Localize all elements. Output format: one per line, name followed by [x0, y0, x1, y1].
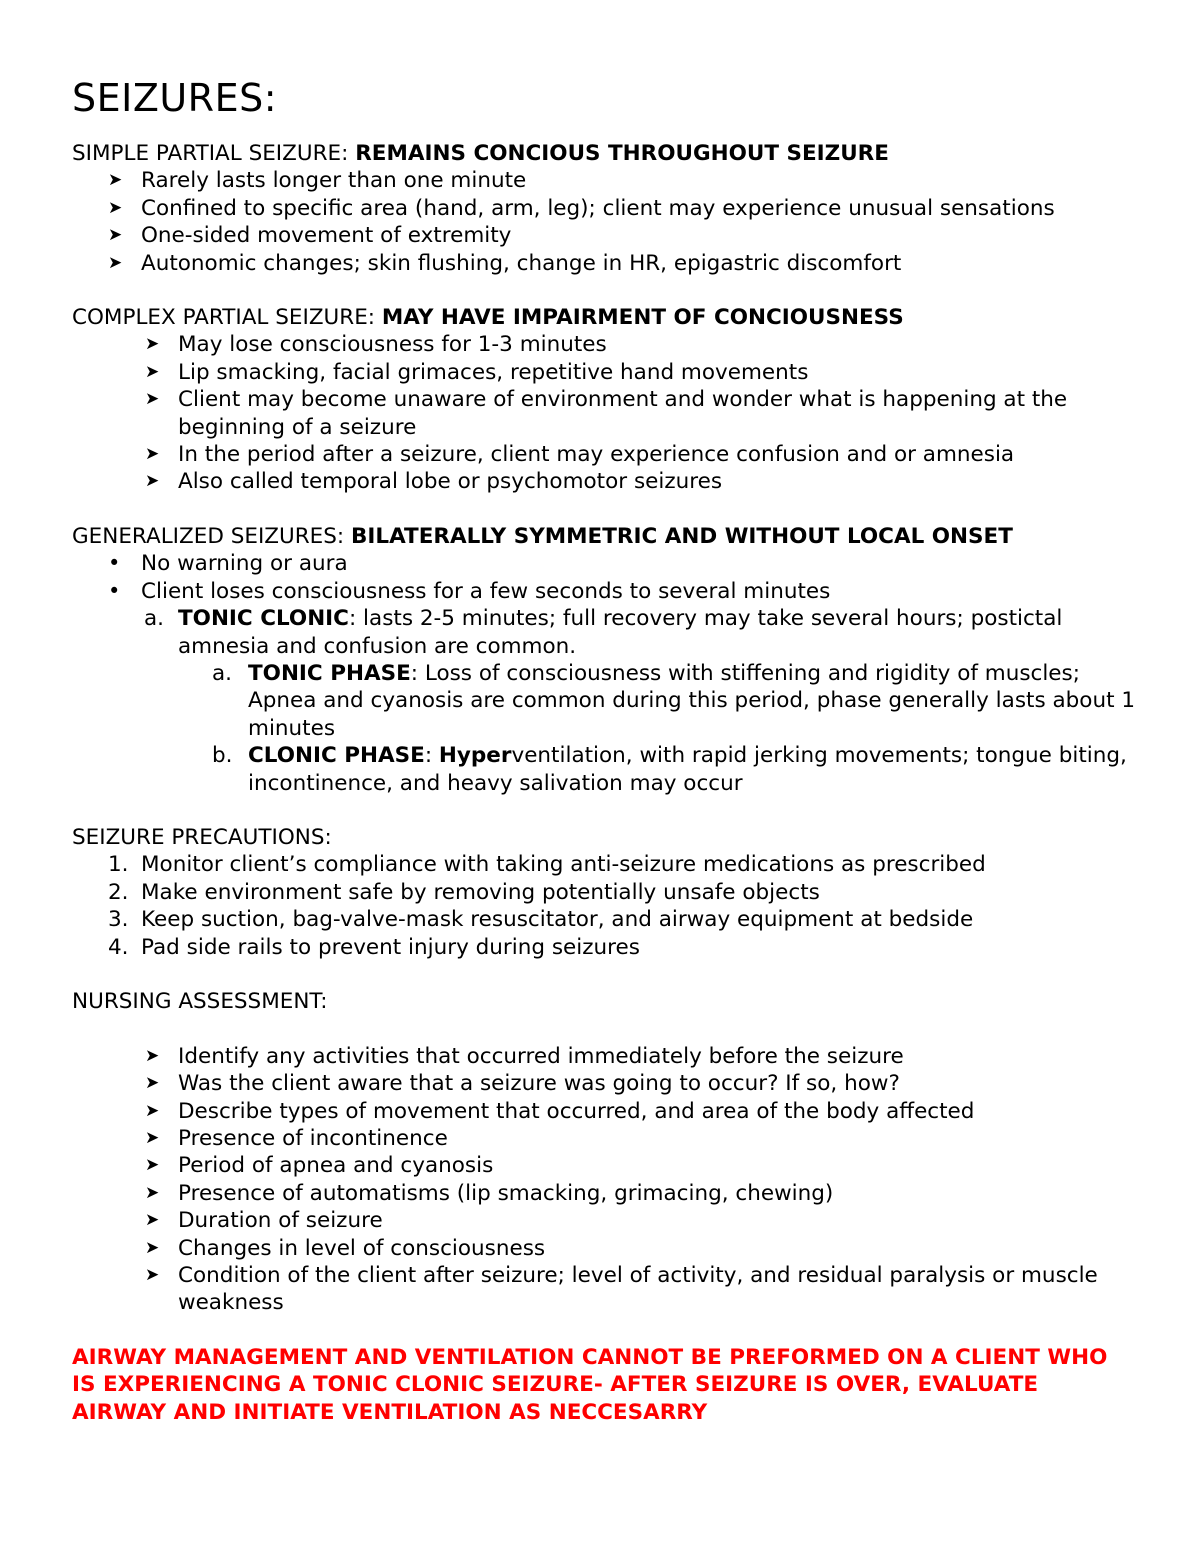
simple-partial-list — [72, 167, 1152, 277]
arrow-bullet-icon: ➤ — [145, 389, 160, 410]
list-marker: a. — [212, 660, 233, 686]
arrow-bullet-icon: ➤ — [145, 1155, 160, 1176]
list-number: 4. — [108, 934, 129, 960]
generalized-section — [72, 523, 1152, 797]
list-item: ➤ Presence of automatisms (lip smacking, grimacing, chewing) — [145, 1180, 834, 1206]
arrow-bullet-icon: ➤ — [145, 361, 160, 382]
arrow-bullet-icon: ➤ — [145, 1237, 160, 1258]
list-marker: b. — [212, 743, 233, 769]
arrow-bullet-icon: ➤ — [145, 1045, 160, 1066]
arrow-bullet-icon: ➤ — [145, 444, 160, 465]
assessment-section — [72, 988, 1152, 1317]
list-item: • Client loses consciousness for a few seconds to several minutes — [108, 578, 831, 604]
list-item: ➤ Lip smacking, facial grimaces, repetitive hand movements — [145, 359, 809, 385]
list-item: 1. Monitor client’s compliance with taking anti-seizure medications as prescribed — [108, 852, 986, 878]
generalized-heading — [72, 523, 1152, 550]
list-number: 3. — [108, 907, 129, 933]
list-item: ➤ Changes in level of consciousness — [145, 1235, 546, 1261]
list-item: ➤ May lose consciousness for 1-3 minutes — [145, 332, 607, 358]
heading-emphasis: REMAINS CONCIOUS THROUGHOUT SEIZURE — [355, 141, 889, 166]
arrow-bullet-icon: ➤ — [108, 197, 123, 218]
simple-partial-heading — [72, 140, 1152, 167]
list-marker: a. — [144, 606, 165, 632]
list-item: ➤ Also called temporal lobe or psychomotor seizures — [145, 469, 723, 495]
document-title: SEIZURES: — [72, 76, 278, 120]
heading-label: COMPLEX PARTIAL SEIZURE: — [72, 305, 382, 331]
complex-partial-heading — [72, 304, 1152, 331]
list-number: 2. — [108, 879, 129, 905]
arrow-bullet-icon: ➤ — [145, 334, 160, 355]
simple-partial-section — [72, 140, 1152, 277]
assessment-list — [72, 1043, 1152, 1317]
list-item: ➤ Was the client aware that a seizure was going to occur? If so, how? — [145, 1071, 900, 1097]
assessment-heading: NURSING ASSESSMENT: — [72, 988, 328, 1014]
complex-partial-list — [72, 331, 1152, 495]
arrow-bullet-icon: ➤ — [108, 252, 123, 273]
heading-emphasis: MAY HAVE IMPAIRMENT OF CONCIOUSNESS — [381, 305, 904, 331]
list-item: • No warning or aura — [108, 551, 348, 577]
list-item: ➤ Presence of incontinence — [145, 1125, 448, 1151]
precautions-heading: SEIZURE PRECAUTIONS: — [72, 824, 332, 850]
list-item: 3. Keep suction, bag-valve-mask resuscitator, and airway equipment at bedside — [108, 907, 974, 933]
warning-note: AIRWAY MANAGEMENT AND VENTILATION CANNOT BE PREFORMED ON A CLIENT WHO IS EXPERIENCING A TONIC CLONIC SEIZURE- AFTER SEIZURE IS OVER, EVALUATE AIRWAY AND INITIATE VENTILATION AS NECCESARRY — [72, 1344, 1108, 1425]
list-item: ➤ One-sided movement of extremity — [108, 223, 512, 249]
list-item: 4. Pad side rails to prevent injury during seizures — [108, 934, 640, 960]
arrow-bullet-icon: ➤ — [108, 225, 123, 246]
list-item: ➤ Duration of seizure — [145, 1208, 383, 1234]
arrow-bullet-icon: ➤ — [145, 1182, 160, 1203]
generalized-phases-list — [72, 660, 1152, 797]
precautions-list — [72, 851, 1152, 961]
term: TONIC PHASE — [248, 660, 411, 686]
list-item: ➤ Confined to specific area (hand, arm, leg); client may experience unusual sensations — [108, 195, 1055, 221]
precautions-section — [72, 824, 1152, 961]
list-item: ➤ Condition of the client after seizure; level of activity, and residual paralysis or muscle weakness — [145, 1263, 1098, 1316]
term-prefix: Hyper — [438, 743, 512, 769]
arrow-bullet-icon: ➤ — [145, 1127, 160, 1148]
list-item: ➤ Client may become unaware of environment and wonder what is happening at the beginning of a seizure — [145, 387, 1068, 440]
heading-label: SIMPLE PARTIAL SEIZURE: — [72, 141, 356, 166]
bullet-dot-icon: • — [108, 578, 121, 603]
arrow-bullet-icon: ➤ — [145, 1100, 160, 1121]
list-number: 1. — [108, 852, 129, 878]
heading-emphasis: BILATERALLY SYMMETRIC AND WITHOUT LOCAL ONSET — [351, 523, 1013, 549]
arrow-bullet-icon: ➤ — [145, 1210, 160, 1231]
list-item: ➤ Describe types of movement that occurred, and area of the body affected — [145, 1098, 975, 1124]
list-item: ➤ Rarely lasts longer than one minute — [108, 168, 527, 194]
document-page — [72, 70, 1152, 1426]
complex-partial-section — [72, 304, 1152, 496]
bullet-dot-icon: • — [108, 551, 121, 576]
arrow-bullet-icon: ➤ — [108, 170, 123, 191]
generalized-subtypes-list — [72, 605, 1152, 660]
blank-line — [72, 1015, 1152, 1042]
term: TONIC CLONIC — [178, 606, 349, 632]
list-item: 2. Make environment safe by removing potentially unsafe objects — [108, 879, 820, 905]
arrow-bullet-icon: ➤ — [145, 1073, 160, 1094]
list-item: ➤ Period of apnea and cyanosis — [145, 1153, 494, 1179]
list-item: ➤ In the period after a seizure, client may experience confusion and or amnesia — [145, 442, 1015, 468]
generalized-bullet-list — [72, 550, 1152, 605]
list-item: ➤ Autonomic changes; skin flushing, change in HR, epigastric discomfort — [108, 250, 902, 276]
arrow-bullet-icon: ➤ — [145, 1265, 160, 1286]
arrow-bullet-icon: ➤ — [145, 471, 160, 492]
list-item-clonic-phase: b. CLONIC PHASE: Hyperventilation, with rapid jerking movements; tongue biting, incontinence, and heavy salivation may occur — [212, 743, 1127, 796]
heading-label: GENERALIZED SEIZURES: — [72, 523, 351, 549]
list-item: ➤ Identify any activities that occurred immediately before the seizure — [145, 1043, 904, 1069]
term: CLONIC PHASE — [248, 743, 425, 769]
list-item-tonic-clonic: a. TONIC CLONIC: lasts 2-5 minutes; full recovery may take several hours; postictal amnesia and confusion are common. — [144, 606, 1063, 659]
list-item-tonic-phase: a. TONIC PHASE: Loss of consciousness with stiffening and rigidity of muscles; Apnea and cyanosis are common during this period, phase generally lasts about 1 minutes — [212, 660, 1136, 741]
